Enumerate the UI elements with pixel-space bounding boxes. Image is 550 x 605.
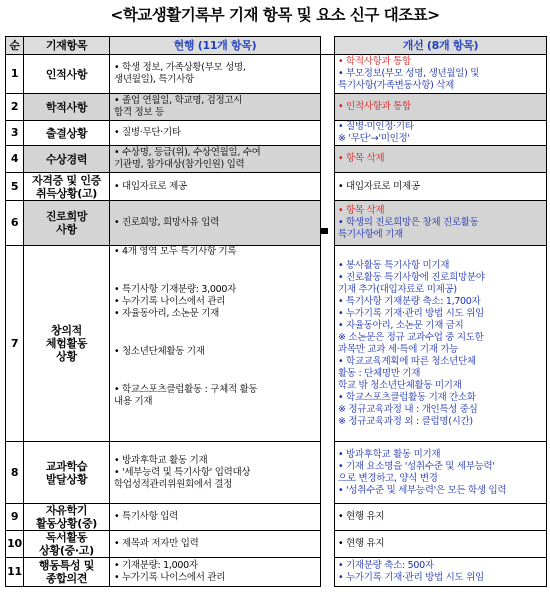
current-content: [110, 94, 321, 121]
current-content: [110, 531, 321, 558]
table-row: [6, 94, 547, 121]
current-line: • 누가기록 나이스에서 관리: [114, 296, 226, 307]
item-name-line: 자유학기: [45, 504, 88, 517]
improved-content: [335, 94, 547, 121]
current-line: • 특기사항 기재분량: 3,000자: [114, 284, 236, 295]
item-name-line: 상황: [56, 350, 77, 363]
improved-line: • 누가기록 기재·관리 방법 시도 위임: [338, 572, 484, 583]
improved-line: • 진로활동 특기사항에 진로희망분야: [338, 271, 485, 283]
current-content: [110, 55, 321, 94]
current-line: • 기재분량: 1,000자: [114, 560, 198, 571]
current-line: • 질병·무단·기타: [114, 127, 181, 138]
row-number: 11: [6, 558, 24, 587]
table-row: [6, 531, 547, 558]
improved-line: • 기재 요소명을 '성취수준 및 세부능력': [338, 460, 495, 472]
improved-line: 활동 : 단체명만 기재: [338, 367, 421, 379]
item-name-line: 출결상황: [45, 126, 88, 140]
current-line: 기관명, 참가대상(참가인원) 입력: [114, 159, 245, 170]
comparison-table: [5, 36, 547, 587]
item-name-line: 수상경력: [45, 152, 88, 166]
item-name-line: 창의적: [51, 324, 82, 337]
item-name-line: 진로희망: [45, 210, 88, 223]
improved-content: [335, 173, 547, 201]
improved-content: [335, 531, 547, 558]
current-line: • '세부능력 및 특기사항' 입력대상: [114, 466, 251, 478]
improved-line: 특기사항(가족변동사항) 삭제: [338, 80, 455, 91]
current-content: [110, 558, 321, 587]
row-number: 8: [6, 442, 24, 504]
row-number: 5: [6, 173, 24, 201]
header-spacer: [321, 37, 335, 55]
improved-line: • '성취수준 및 세부능력'은 모든 학생 입력: [338, 484, 507, 496]
current-line: [114, 333, 317, 346]
improved-line: • 방과후학교 활동 미기재: [338, 448, 441, 460]
current-content: [110, 504, 321, 531]
current-line: [114, 371, 317, 384]
row-number: 7: [6, 246, 24, 442]
column-spacer: [321, 173, 335, 201]
current-line: • 졸업 연월일, 학교명, 검정고시: [114, 95, 243, 106]
item-name-line: 종합의견: [45, 572, 88, 585]
header-no: 순: [6, 37, 24, 55]
item-name-line: 취득상황(고): [35, 186, 98, 200]
improved-line: ※ 소논문은 정규 교과수업 중 지도한: [338, 331, 484, 343]
item-name-line: 활동상황(중): [35, 517, 98, 530]
improved-line: • 항목 삭제: [338, 205, 385, 216]
improved-line: • 부모정보(부모 성명, 생년월일) 및: [338, 68, 480, 79]
item-name-line: 행동특성 및: [38, 559, 95, 572]
row-number: 1: [6, 55, 24, 94]
table-row: [6, 504, 547, 531]
item-name-line: 사항: [56, 223, 77, 236]
column-spacer: [321, 94, 335, 121]
current-line: 생년월일), 특기사항: [114, 74, 194, 85]
item-name-line: 독서활동: [45, 531, 88, 544]
column-spacer: [321, 531, 335, 558]
document-title: <학교생활기록부 기재 항목 및 요소 신구 대조표>: [110, 6, 440, 24]
column-spacer: [321, 558, 335, 587]
improved-line: • 기재분량 축소: 500자: [338, 560, 434, 571]
header-improved: 개선 (8개 항목): [335, 37, 547, 55]
improved-content: [335, 146, 547, 173]
header-item: 기재항목: [24, 37, 110, 55]
table-row: [6, 558, 547, 587]
current-line: • 대입자료로 제공: [114, 180, 187, 192]
item-name-line: 학적사항: [45, 100, 88, 114]
current-line: • 자율동아리, 소논문 기재: [114, 308, 219, 319]
item-name-line: 체험활동: [45, 337, 88, 350]
table-row: [6, 201, 547, 246]
arrow-marker-icon: [320, 228, 328, 234]
current-content: [110, 442, 321, 504]
improved-line: ※ 정규교육과정 내 : 개인특성 중심: [338, 403, 478, 415]
current-line: [114, 271, 317, 284]
item-name: [24, 531, 110, 558]
current-line: [114, 258, 317, 271]
improved-line: • 학생의 진로희망은 창체 진로활동: [338, 217, 479, 228]
current-line: • 진로희망, 희망사유 입력: [114, 217, 219, 228]
item-name: [24, 504, 110, 531]
current-content: [110, 246, 321, 442]
item-name: [24, 173, 110, 201]
row-number: 9: [6, 504, 24, 531]
current-line: 학업성적관리위원회에서 결정: [114, 478, 233, 490]
improved-line: 으로 변경하고, 양식 변경: [338, 472, 438, 484]
current-line: 합격 정보 등: [114, 107, 164, 118]
improved-line: • 봉사활동 특기사항 미기재: [338, 259, 450, 271]
improved-content: [335, 55, 547, 94]
column-spacer: [321, 442, 335, 504]
improved-line: • 학적사항과 통합: [338, 56, 411, 67]
row-number: 4: [6, 146, 24, 173]
current-content: [110, 173, 321, 201]
row-number: 3: [6, 121, 24, 146]
improved-line: 기재 추가(대입자료로 미제공): [338, 283, 457, 295]
improved-line: 특기사항에 기재: [338, 229, 403, 240]
table-body: [6, 55, 547, 587]
table-row: [6, 246, 547, 442]
table-row: [6, 146, 547, 173]
improved-line: 과목만 교과 세·특에 기재 가능: [338, 343, 459, 355]
current-line: [114, 358, 317, 371]
improved-line: • 인적사항과 통합: [338, 101, 411, 112]
row-number: 6: [6, 201, 24, 246]
improved-line: ※ '무단'→'미인정': [338, 133, 410, 144]
current-line: • 학생 정보, 가족상황(부모 성명,: [114, 62, 246, 73]
improved-content: [335, 504, 547, 531]
current-line: [114, 320, 317, 333]
item-name: [24, 94, 110, 121]
improved-line: • 자율동아리, 소논문 기재 금지: [338, 319, 464, 331]
table-row: [6, 173, 547, 201]
item-name-line: 상황(중·고): [39, 544, 94, 557]
improved-content: [335, 558, 547, 587]
improved-line: • 특기사항 기재분량 축소: 1,700자: [338, 295, 481, 307]
table-row: [6, 442, 547, 504]
improved-content: [335, 246, 547, 442]
column-spacer: [321, 55, 335, 94]
current-line: • 누가기록 나이스에서 관리: [114, 572, 226, 583]
table-row: [6, 55, 547, 94]
improved-line: • 학교교육계획에 따른 청소년단체: [338, 355, 476, 367]
item-name-line: 발달상황: [45, 472, 88, 486]
column-spacer: [321, 504, 335, 531]
current-line: • 청소년단체활동 기재: [114, 346, 205, 357]
header-current: 현행 (11개 항목): [110, 37, 321, 55]
column-spacer: [321, 121, 335, 146]
current-content: [110, 201, 321, 246]
item-name: [24, 201, 110, 246]
improved-line: • 항목 삭제: [338, 153, 385, 164]
improved-line: • 현행 유지: [338, 538, 385, 549]
item-name-line: 교과학습: [45, 459, 88, 473]
improved-line: • 누가기록 기재·관리 방법 시도 위임: [338, 307, 484, 319]
column-spacer: [321, 246, 335, 442]
item-name: [24, 442, 110, 504]
current-line: • 학교스포츠클럽활동 : 구체적 활동: [114, 384, 258, 395]
current-line: • 수상명, 등급(위), 수상연월일, 수여: [114, 147, 261, 158]
column-spacer: [321, 201, 335, 246]
improved-content: [335, 442, 547, 504]
item-name-line: 인적사항: [45, 67, 88, 81]
item-name: [24, 246, 110, 442]
improved-content: [335, 121, 547, 146]
item-name: [24, 55, 110, 94]
current-line: • 방과후학교 활동 기재: [114, 454, 208, 466]
row-number: 2: [6, 94, 24, 121]
item-name-line: 자격증 및 인증: [31, 173, 101, 187]
item-name: [24, 146, 110, 173]
current-content: [110, 121, 321, 146]
row-number: 10: [6, 531, 24, 558]
improved-line: • 질병·미인정·기타: [338, 121, 414, 132]
table-row: [6, 121, 547, 146]
improved-line: 학교 밖 청소년단체활동 미기재: [338, 379, 462, 391]
improved-line: ※ 정규교육과정 외 : 클럽명(시간): [338, 415, 473, 427]
current-content: [110, 146, 321, 173]
improved-line: • 현행 유지: [338, 511, 385, 522]
current-line: • 특기사항 입력: [114, 511, 179, 522]
current-line: • 제목과 저자만 입력: [114, 538, 199, 549]
current-line: 내용 기재: [114, 396, 153, 407]
improved-line: • 대입자료로 미제공: [338, 180, 420, 192]
column-spacer: [321, 146, 335, 173]
improved-line: • 학교스포츠클럽활동 기재 간소화: [338, 391, 476, 403]
item-name: [24, 121, 110, 146]
current-line: • 4개 영역 모두 특기사항 기록: [114, 246, 237, 257]
item-name: [24, 558, 110, 587]
table-header-row: [6, 37, 547, 55]
improved-content: [335, 201, 547, 246]
